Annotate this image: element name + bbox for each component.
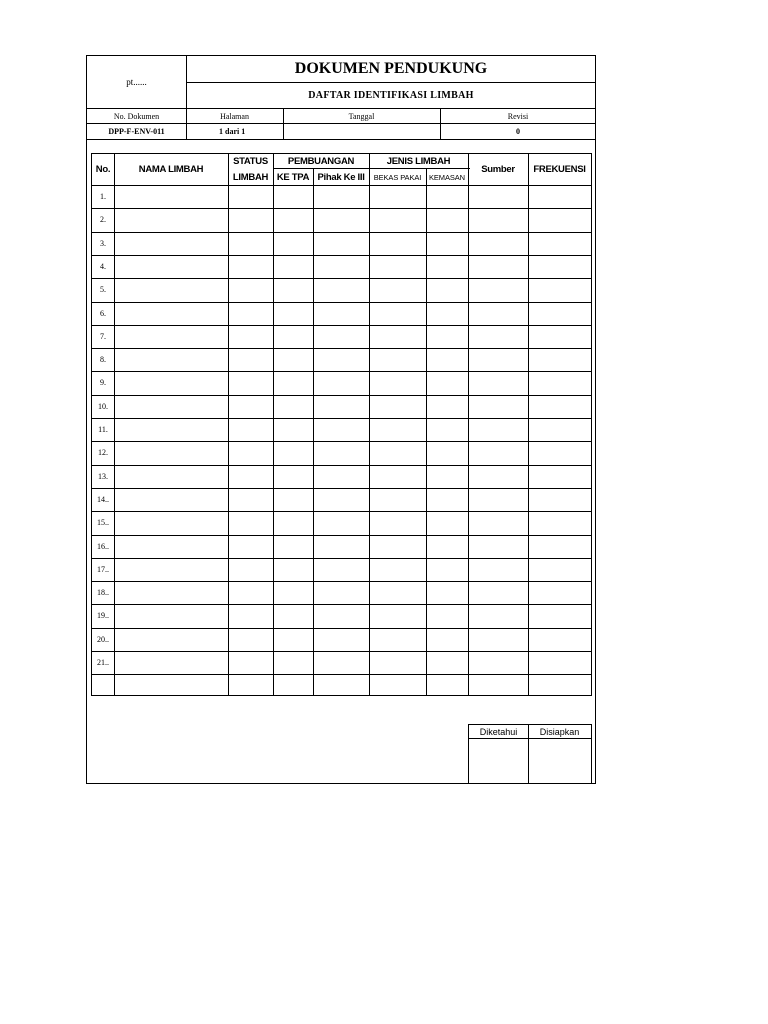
row-number: 3. (100, 238, 106, 248)
meta-value-tanggal (283, 124, 440, 139)
meta-value-halaman: 1 dari 1 (219, 127, 246, 136)
row-number: 11. (98, 425, 108, 434)
diketahui-signature-area[interactable] (469, 739, 528, 783)
disiapkan-signature-area[interactable] (529, 739, 591, 783)
row-number: 5. (100, 285, 106, 295)
meta-label-halaman: Halaman (220, 111, 249, 121)
row-number: 20.. (97, 634, 109, 644)
document-title: DOKUMEN PENDUKUNG (294, 60, 488, 77)
col-header-kemasan: KEMASAN (429, 172, 465, 182)
col-header-jenis-limbah: JENIS LIMBAH (386, 155, 451, 167)
diketahui-label: Diketahui (479, 726, 518, 737)
col-header-status-limbah: LIMBAH (232, 171, 269, 183)
col-header-ke-tpa: KE TPA (276, 171, 310, 183)
row-number: 19.. (97, 611, 109, 621)
table-row (92, 488, 591, 511)
table-row (92, 278, 591, 301)
col-header-pihak-ke-iii: Pihak Ke III (317, 171, 365, 183)
meta-label-revisi: Revisi (507, 111, 529, 121)
disiapkan-label: Disiapkan (539, 726, 580, 737)
col-header-pembuangan: PEMBUANGAN (287, 155, 355, 167)
table-row (92, 395, 591, 418)
meta-label-no-dokumen: No. Dokumen (113, 111, 160, 121)
row-number: 15.. (97, 518, 109, 528)
signature-box (468, 724, 592, 784)
row-number: 10. (98, 401, 108, 411)
table-row (92, 558, 591, 581)
row-number: 2. (100, 215, 106, 225)
table-row (92, 255, 591, 278)
row-number: 17.. (97, 564, 109, 574)
row-number: 1. (100, 192, 106, 201)
col-header-nama-limbah: NAMA LIMBAH (138, 164, 204, 175)
table-row (92, 628, 591, 651)
row-number: 13. (98, 471, 108, 481)
row-number: 12. (98, 448, 108, 458)
table-row (92, 418, 591, 441)
row-number: 18.. (97, 588, 109, 598)
table-row (92, 535, 591, 558)
table-row (92, 604, 591, 627)
col-header-no: No. (95, 164, 111, 175)
col-header-sumber: Sumber (481, 164, 515, 175)
row-number: 8. (100, 355, 106, 365)
table-row (92, 232, 591, 255)
document-subtitle: DAFTAR IDENTIFIKASI LIMBAH (308, 90, 474, 101)
col-header-frekuensi: FREKUENSI (533, 164, 586, 175)
row-number (92, 674, 114, 697)
row-number: 4. (100, 261, 106, 271)
table-row (92, 371, 591, 394)
table-row (92, 465, 591, 488)
table-row (92, 651, 591, 674)
table-row (92, 348, 591, 371)
document-sheet (86, 55, 596, 784)
row-number: 14.. (97, 494, 109, 504)
row-number: 6. (100, 308, 106, 318)
table-row (92, 302, 591, 325)
table-row (92, 325, 591, 348)
table-row (92, 441, 591, 464)
meta-label-tanggal: Tanggal (348, 111, 375, 121)
col-header-bekas-pakai: BEKAS PAKAI (373, 172, 422, 182)
row-number: 7. (100, 331, 106, 341)
table-row (92, 581, 591, 604)
meta-value-revisi: 0 (516, 127, 520, 136)
table-row (92, 511, 591, 534)
table-row (92, 674, 591, 697)
table-row (92, 185, 591, 208)
row-number: 21.. (97, 658, 109, 667)
waste-table (91, 153, 592, 696)
col-header-status: STATUS (233, 156, 268, 167)
row-number: 16.. (97, 541, 109, 551)
table-row (92, 208, 591, 231)
company-name: pt...... (126, 77, 147, 87)
meta-value-no-dokumen: DPP-F-ENV-011 (108, 127, 165, 136)
row-number: 9. (100, 378, 106, 388)
